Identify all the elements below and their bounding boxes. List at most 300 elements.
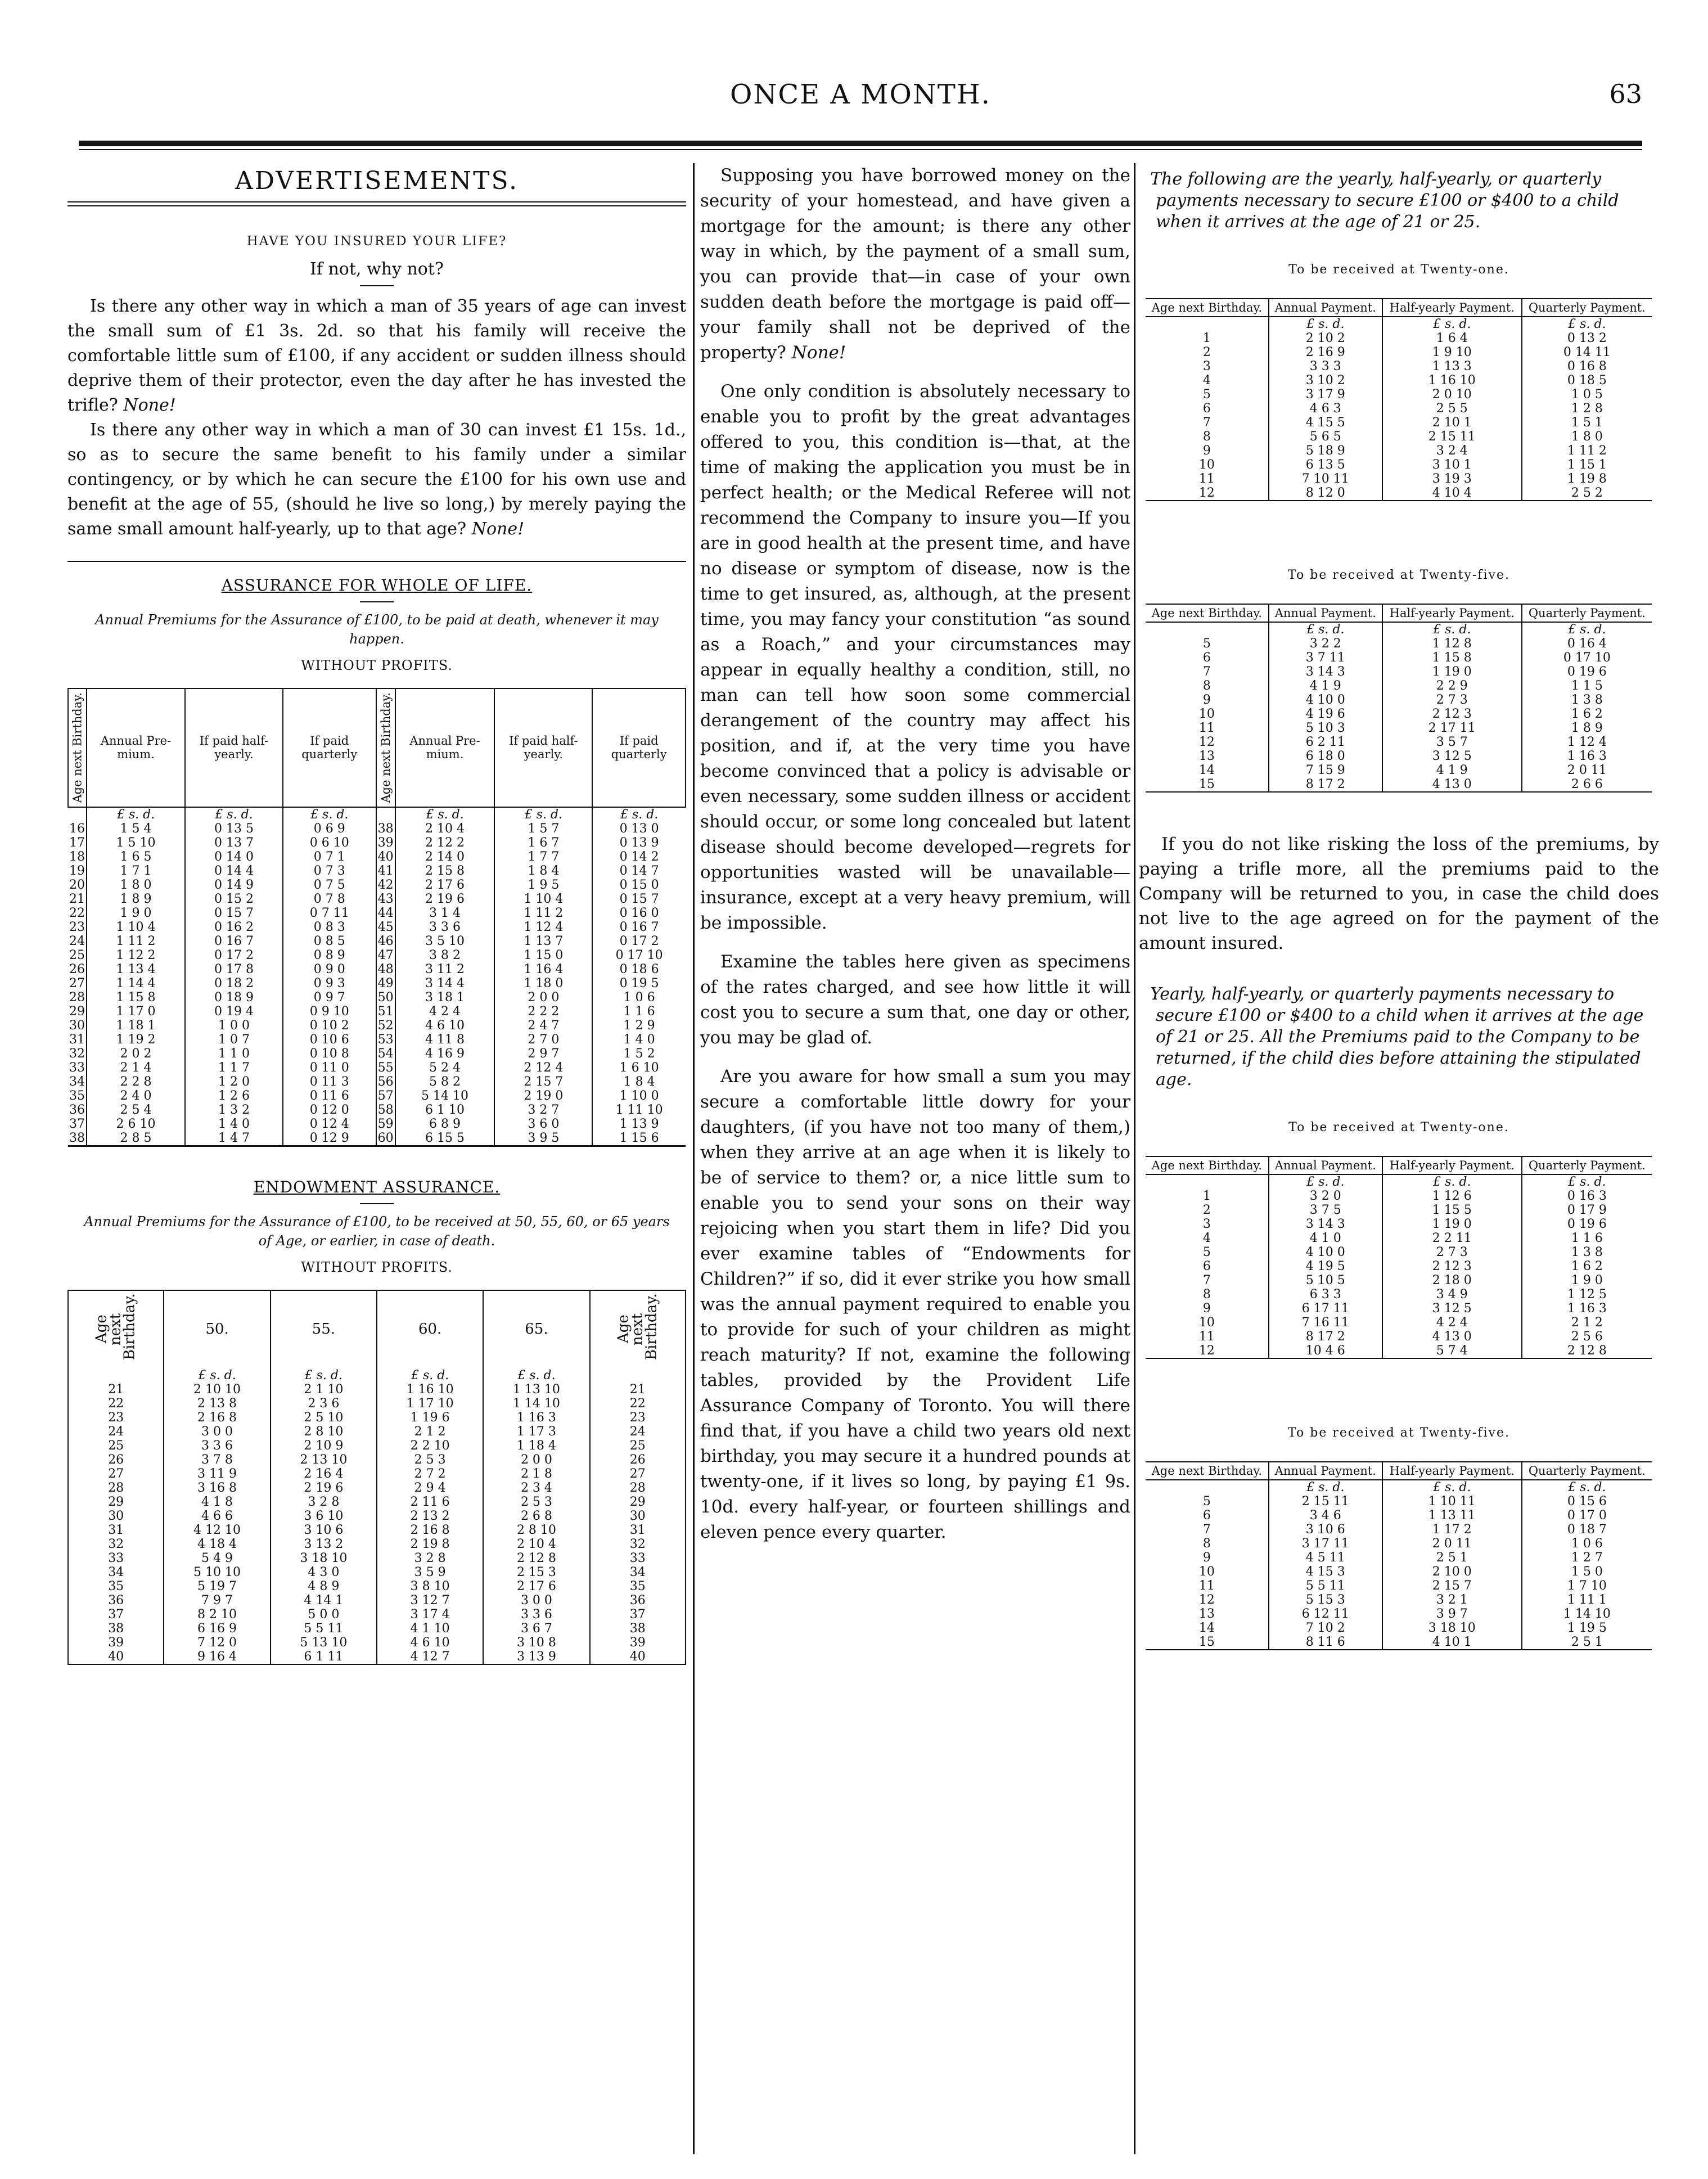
table-cell: 1 6 7: [494, 836, 592, 850]
table-cell: 3 12 7: [377, 1593, 483, 1608]
units-row: [1146, 622, 1652, 637]
table-row: [1146, 1565, 1652, 1579]
table-row: [68, 1089, 686, 1103]
table-cell: 1 16 3: [483, 1411, 589, 1425]
table-header: If paid quarterly: [283, 688, 376, 807]
table-row: [1146, 1273, 1652, 1287]
units-row: [1146, 1480, 1652, 1494]
table-cell: 1 1 0: [185, 1047, 283, 1061]
table-cell: 1 8 9: [1522, 721, 1652, 735]
table-cell: 0 9 7: [283, 991, 376, 1005]
table-row: [1146, 707, 1652, 721]
table-cell: 19: [69, 863, 85, 878]
units-cell: [1146, 1480, 1269, 1494]
table-cell: 2 11 6: [377, 1495, 483, 1509]
table-cell: 1 13 3: [1382, 359, 1522, 373]
table-row: [68, 1061, 686, 1075]
table-header: Annual Payment.: [1269, 604, 1382, 622]
table-cell: 0 19 6: [1522, 665, 1652, 679]
table-cell: 2 16 4: [271, 1467, 377, 1481]
table-row: [1146, 665, 1652, 679]
table-cell: 8: [1202, 1537, 1211, 1551]
table-cell: 4 6 10: [377, 1636, 483, 1650]
table-cell: 0 16 7: [185, 934, 283, 948]
table-cell: 5 10 5: [1269, 1273, 1382, 1287]
table-cell: 3 5 9: [377, 1565, 483, 1579]
table-cell: 4 6 10: [395, 1019, 495, 1033]
table-header: 65.: [483, 1290, 589, 1368]
table-cell: 1 13 4: [87, 962, 185, 976]
table-cell: 2: [1202, 345, 1211, 359]
table-row: [1146, 486, 1652, 501]
table-cell: 2 19 6: [271, 1481, 377, 1495]
header-rule: [79, 141, 1642, 146]
table-cell: 3 7 8: [164, 1453, 270, 1467]
table-cell: 1 13 11: [1382, 1509, 1522, 1523]
table-cell: 1 8 0: [87, 878, 185, 892]
table-cell: 1 13 7: [494, 934, 592, 948]
table-cell: 2 10 4: [395, 822, 495, 836]
table-cell: 2 0 0: [483, 1453, 589, 1467]
advertisements-heading: ADVERTISEMENTS.: [235, 166, 519, 195]
table-cell: 2 5 1: [1522, 1635, 1652, 1650]
table-cell: 12: [1198, 486, 1215, 500]
table-cell: 6: [1202, 1509, 1211, 1523]
table-cell: 0 17 2: [185, 948, 283, 962]
table-cell: 3 10 6: [1269, 1523, 1382, 1537]
table-row: [68, 1425, 686, 1439]
table-cell: 2 5 2: [1522, 486, 1652, 501]
table-cell: 3 2 1: [1382, 1593, 1522, 1607]
table-cell: 4 10 0: [1269, 693, 1382, 707]
table-cell: 1 6 2: [1522, 707, 1652, 721]
table-cell: 1 13 10: [483, 1383, 589, 1397]
table-cell: 10: [1198, 1565, 1215, 1579]
table-cell: 2 19 0: [494, 1089, 592, 1103]
table-cell: 2 1 8: [483, 1467, 589, 1481]
table-cell: 51: [376, 1005, 395, 1019]
table-row: [68, 1019, 686, 1033]
table-cell: 27: [68, 1467, 164, 1481]
table-cell: 3 17 9: [1269, 388, 1382, 402]
table-row: [68, 1047, 686, 1061]
table-cell: 43: [376, 892, 395, 906]
units-cell: £ s. d.: [395, 807, 495, 822]
table-cell: 2 6 8: [483, 1509, 589, 1523]
table-cell: 58: [376, 1103, 395, 1117]
table-cell: 6 18 0: [1269, 749, 1382, 763]
table-cell: 2 5 4: [87, 1103, 185, 1117]
table-cell: 1 0 6: [592, 991, 686, 1005]
table-cell: 0 15 7: [185, 906, 283, 920]
table-cell: 14: [1198, 1621, 1215, 1635]
table-cell: 1 12 6: [1382, 1189, 1522, 1203]
table-cell: 2 10 10: [164, 1383, 270, 1397]
mid-paragraph-4: Are you aware for how small a sum you may secure a comfortable little dowry for your daughters, (if you have not too many of them,) when they arrive at an age when it is likely to be of service to them? or, a nice little sum to enable you to send your sons on their way rejoicing when you start them in life? Did you ever examine tables of “Endowments for Children?” if so, did it ever strike you how small was the annual payment required to enable you to provide for such of your children as might reach maturity? If not, examine the following tables, provided by the Provident Life Assurance Company of Toronto. You will there find that, if you have a child two years old next birthday, you may secure it a hundred pounds at twenty-one, if it lives so long, by paying £1 9s. 10d. every half-year, or fourteen shillings and eleven pence every quarter.: [700, 1066, 1130, 1542]
table-cell: 10 4 6: [1269, 1344, 1382, 1358]
table-cell: 1 0 7: [185, 1033, 283, 1047]
table-cell: 1 4 0: [185, 1117, 283, 1131]
table-cell: 29: [68, 1495, 164, 1509]
header-rule-thin: [79, 149, 1642, 150]
table-row: [1146, 1316, 1652, 1330]
table-cell: 8: [1202, 430, 1211, 444]
table-cell: 30: [68, 1509, 164, 1523]
table-cell: 2 2 8: [87, 1075, 185, 1089]
table-cell: 3 3 6: [164, 1439, 270, 1453]
table-cell: 3 7 11: [1269, 651, 1382, 665]
table-cell: 3 13 2: [271, 1537, 377, 1551]
table-cell: 1 3 8: [1522, 1245, 1652, 1259]
table-cell: 1 9 0: [87, 906, 185, 920]
table-cell: 3 10 2: [1269, 373, 1382, 388]
table-cell: 1 19 5: [1522, 1621, 1652, 1635]
units-row: [1146, 1174, 1652, 1189]
table-cell: 4 14 1: [271, 1593, 377, 1608]
table-row: [68, 878, 686, 892]
table-cell: 1 12 8: [1382, 637, 1522, 651]
table-cell: 1 0 5: [1522, 388, 1652, 402]
table-cell: 4 13 0: [1382, 777, 1522, 792]
table-cell: 28: [590, 1481, 686, 1495]
units-cell: £ s. d.: [377, 1368, 483, 1383]
table-cell: 2 5 5: [1382, 402, 1522, 416]
table-cell: 1 2 0: [185, 1075, 283, 1089]
table-cell: 2 10 4: [483, 1537, 589, 1551]
table-cell: 4 1 0: [1269, 1231, 1382, 1245]
table-cell: 0 18 6: [592, 962, 686, 976]
table-cell: 36: [590, 1593, 686, 1608]
table-header: Annual Payment.: [1269, 299, 1382, 317]
table-cell: 0 16 4: [1522, 637, 1652, 651]
table-cell: 6 13 5: [1269, 458, 1382, 472]
table-cell: 1 5 10: [87, 836, 185, 850]
table-cell: 3 3 3: [1269, 359, 1382, 373]
table-cell: 59: [376, 1117, 395, 1131]
table-cell: 6 8 9: [395, 1117, 495, 1131]
table-cell: 4 8 9: [271, 1579, 377, 1593]
table-cell: 1 3 8: [1522, 693, 1652, 707]
table-cell: 1: [1202, 1189, 1211, 1203]
table-cell: 2 0 10: [1382, 388, 1522, 402]
table-row: [1146, 679, 1652, 693]
table-cell: 8 17 2: [1269, 777, 1382, 792]
double-rule: [67, 201, 686, 206]
table-row: [1146, 777, 1652, 792]
table-cell: 33: [590, 1551, 686, 1565]
table-row: [68, 892, 686, 906]
table-cell: 2 16 9: [1269, 345, 1382, 359]
table-cell: 55: [376, 1061, 395, 1075]
table-cell: 2 17 11: [1382, 721, 1522, 735]
table-cell: 40: [376, 850, 395, 864]
table-row: [68, 1411, 686, 1425]
table-cell: 2 12 3: [1382, 1259, 1522, 1273]
table-cell: 5 8 2: [395, 1075, 495, 1089]
table-row: [1146, 1537, 1652, 1551]
table-cell: 6 16 9: [164, 1622, 270, 1636]
table-cell: 21: [68, 1383, 164, 1397]
table-cell: 2 15 7: [1382, 1579, 1522, 1593]
endowment-caption: Annual Premiums for the Assurance of £100, to be received at 50, 55, 60, or 65 years of Age, or earlier, in case of death.: [84, 1213, 670, 1249]
table-cell: 0 14 0: [185, 850, 283, 864]
table-cell: 38: [376, 822, 395, 836]
table-cell: 40: [590, 1650, 686, 1664]
table-cell: 9: [1202, 693, 1211, 707]
mid-paragraph-3: Examine the tables here given as specimens of the rates charged, and see how little it will cost you to secure a sum that, one day or other, you may be glad of.: [700, 952, 1130, 1048]
table-cell: 4 18 4: [164, 1537, 270, 1551]
whole-life-table: [67, 688, 686, 1147]
table-cell: 2 15 11: [1269, 1494, 1382, 1509]
table-cell: 0 8 5: [283, 934, 376, 948]
table-cell: 0 17 2: [592, 934, 686, 948]
table-cell: 24: [590, 1425, 686, 1439]
table-row: [68, 906, 686, 920]
column-divider-right: [1134, 163, 1135, 2154]
table-row: [1146, 1330, 1652, 1344]
table-cell: 0 11 0: [283, 1061, 376, 1075]
table-cell: 1 19 6: [377, 1411, 483, 1425]
units-cell: [1146, 1174, 1269, 1189]
table-cell: 2 19 8: [377, 1537, 483, 1551]
table-cell: 5 14 10: [395, 1089, 495, 1103]
table-cell: 0 16 7: [592, 920, 686, 934]
units-cell: £ s. d.: [283, 807, 376, 822]
table-cell: 0 16 0: [592, 906, 686, 920]
table-row: [1146, 1217, 1652, 1231]
table-cell: 4 6 3: [1269, 402, 1382, 416]
table-cell: 3 12 5: [1382, 1302, 1522, 1316]
table-header: 55.: [271, 1290, 377, 1368]
units-cell: [68, 807, 87, 822]
table-cell: 3 6 7: [483, 1622, 589, 1636]
table-cell: 1 19 0: [1382, 1217, 1522, 1231]
units-cell: £ s. d.: [1522, 1174, 1652, 1189]
table-cell: 3 6 10: [271, 1509, 377, 1523]
table-cell: 5: [1202, 1494, 1211, 1509]
table-row: [68, 1439, 686, 1453]
table3-title: To be received at Twenty-one.: [1288, 1120, 1509, 1134]
table-header: 60.: [377, 1290, 483, 1368]
table-cell: 24: [69, 934, 85, 948]
table-cell: 13: [1198, 749, 1215, 763]
table-row: [68, 1636, 686, 1650]
return-premiums-note: If you do not like risking the loss of the premiums, by paying a trifle more, all the premiums paid to the Company will be returned to you, in case the child does not live to the age agreed on for the payment of the amount insured.: [1139, 834, 1659, 953]
table-row: [68, 1467, 686, 1481]
table-cell: 38: [590, 1622, 686, 1636]
table-cell: 2 12 3: [1382, 707, 1522, 721]
table-row: [1146, 458, 1652, 472]
table-cell: 35: [68, 1579, 164, 1593]
table-cell: 0 7 1: [283, 850, 376, 864]
table-cell: 11: [1198, 721, 1215, 735]
table-row: [68, 1650, 686, 1664]
table-cell: 3 10 6: [271, 1523, 377, 1537]
table-cell: 4 11 8: [395, 1033, 495, 1047]
table-cell: 54: [376, 1047, 395, 1061]
mid-paragraph-2: One only condition is absolutely necessary to enable you to profit by the great advantages offered to you, this condition is—that, at the time of making the application you must be in perfect health; or the Medical Referee will not recommend the Company to insure you—If you are in good health at the present time, and have no disease or symptom of disease, now is the time to get insured, as, although, at the present time, you may fancy your constitution “as sound as a Roach,” and your circumstances may appear in equally healthy a condition, still, no man can tell how soon some commercial derangement of the country may affect his position, and if, at the very time you have become convinced that a policy is advisable or even necessary, some sudden illness or accident should occur, or some long concealed but latent disease should become developed—regrets for opportunities wasted will be unavailable—insurance, except at a very heavy premium, will be impossible.: [700, 381, 1130, 933]
table-cell: 1 6 2: [1522, 1259, 1652, 1273]
table-cell: 56: [376, 1075, 395, 1089]
table-cell: 2 8 10: [271, 1425, 377, 1439]
table-cell: 1 15 6: [592, 1131, 686, 1146]
table-cell: 1 8 4: [592, 1075, 686, 1089]
table-cell: 2 1 4: [87, 1061, 185, 1075]
table-cell: 2 8 10: [483, 1523, 589, 1537]
table-cell: 1 12 2: [87, 948, 185, 962]
table-row: [68, 1509, 686, 1523]
table-row: [1146, 651, 1652, 665]
table-cell: 4 1 8: [164, 1495, 270, 1509]
table-cell: 2 9 7: [494, 1047, 592, 1061]
table-cell: 37: [69, 1116, 85, 1131]
table-cell: 1 5 0: [1522, 1565, 1652, 1579]
table-cell: 2: [1202, 1203, 1211, 1217]
table-row: [1146, 1302, 1652, 1316]
table-cell: 0 12 4: [283, 1117, 376, 1131]
table-cell: 4 5 11: [1269, 1551, 1382, 1565]
table-cell: 2 1 2: [1522, 1316, 1652, 1330]
table-header: Quarterly Payment.: [1522, 1156, 1652, 1174]
table-row: [1146, 1494, 1652, 1509]
table-cell: 16: [69, 821, 85, 836]
table-cell: 1 16 10: [1382, 373, 1522, 388]
endowment-profits: WITHOUT PROFITS.: [301, 1259, 453, 1275]
table-cell: 2 5 6: [1522, 1330, 1652, 1344]
table-cell: 46: [376, 934, 395, 948]
table-cell: 1 0 6: [1522, 1537, 1652, 1551]
units-cell: £ s. d.: [1522, 317, 1652, 331]
units-cell: £ s. d.: [271, 1368, 377, 1383]
table-cell: 1 19 0: [1382, 665, 1522, 679]
table-cell: 34: [68, 1565, 164, 1579]
table-cell: 6 1 10: [395, 1103, 495, 1117]
table-cell: 0 18 7: [1522, 1523, 1652, 1537]
table-cell: 30: [590, 1509, 686, 1523]
table-cell: 2 7 3: [1382, 1245, 1522, 1259]
table-cell: 4 16 9: [395, 1047, 495, 1061]
units-cell: £ s. d.: [1522, 1480, 1652, 1494]
table-cell: 60: [376, 1131, 395, 1146]
table-cell: 3 13 9: [483, 1650, 589, 1664]
table-cell: 4 13 0: [1382, 1330, 1522, 1344]
table-cell: 1 7 10: [1522, 1579, 1652, 1593]
whole-life-title: ASSURANCE FOR WHOLE OF LIFE.: [221, 576, 533, 595]
table-cell: 0 17 10: [1522, 651, 1652, 665]
table-cell: 3 18 1: [395, 991, 495, 1005]
table-row: [68, 1481, 686, 1495]
table-row: [1146, 402, 1652, 416]
table-cell: 1 19 2: [87, 1033, 185, 1047]
table-row: [68, 976, 686, 991]
table-cell: 3 3 6: [395, 920, 495, 934]
table-cell: 7 12 0: [164, 1636, 270, 1650]
table-cell: 23: [590, 1411, 686, 1425]
table-cell: 0 14 9: [185, 878, 283, 892]
table-row: [1146, 1621, 1652, 1635]
table-cell: 0 7 3: [283, 864, 376, 878]
table-cell: 30: [69, 1018, 85, 1033]
table-cell: 3 16 8: [164, 1481, 270, 1495]
whole-life-caption: Annual Premiums for the Assurance of £100, to be paid at death, whenever it may happen.: [95, 612, 659, 647]
table-row: [68, 934, 686, 948]
table-cell: 20: [69, 877, 85, 892]
table-cell: 1 2 9: [592, 1019, 686, 1033]
table-cell: 1 4 0: [592, 1033, 686, 1047]
table-cell: 1 11 2: [494, 906, 592, 920]
table-cell: 1 5 1: [1522, 416, 1652, 430]
table-cell: 2 4 7: [494, 1019, 592, 1033]
table-row: [68, 836, 686, 850]
table-cell: 28: [68, 1481, 164, 1495]
table-cell: 2 2 11: [1382, 1231, 1522, 1245]
table-cell: 3 11 2: [395, 962, 495, 976]
table-cell: 4 1 10: [377, 1622, 483, 1636]
table-cell: 1 1 6: [1522, 1231, 1652, 1245]
table-row: [68, 962, 686, 976]
table-cell: 9: [1202, 1551, 1211, 1565]
table-cell: 5 6 5: [1269, 430, 1382, 444]
table-cell: 9: [1202, 1302, 1211, 1316]
table-cell: 3 1 4: [395, 906, 495, 920]
units-cell: £ s. d.: [87, 807, 185, 822]
table-cell: 3 19 3: [1382, 472, 1522, 486]
table-header: Age next Birthday.: [590, 1290, 686, 1368]
table-row: [1146, 1593, 1652, 1607]
table-row: [68, 1383, 686, 1397]
table-cell: 15: [1198, 777, 1215, 791]
table-header: Half-yearly Payment.: [1382, 299, 1522, 317]
table-header: Age next Birthday.: [1146, 299, 1269, 317]
table-cell: 5: [1202, 388, 1211, 402]
table-row: [1146, 763, 1652, 777]
table-cell: 0 10 6: [283, 1033, 376, 1047]
table-cell: 2 10 2: [1269, 331, 1382, 345]
table-cell: 2 16 8: [377, 1523, 483, 1537]
table-row: [1146, 1245, 1652, 1259]
table-cell: 3 12 5: [1382, 749, 1522, 763]
table-cell: 5 7 4: [1382, 1344, 1522, 1358]
table-cell: 6 17 11: [1269, 1302, 1382, 1316]
table-cell: 0 13 9: [592, 836, 686, 850]
table-row: [68, 1131, 686, 1146]
units-cell: £ s. d.: [483, 1368, 589, 1383]
table-row: [1146, 1579, 1652, 1593]
table-cell: 2 5 3: [483, 1495, 589, 1509]
table-row: [68, 1565, 686, 1579]
table-cell: 0 10 8: [283, 1047, 376, 1061]
table-cell: 6 15 5: [395, 1131, 495, 1146]
table-cell: 2 16 8: [164, 1411, 270, 1425]
table1-title: To be received at Twenty-one.: [1288, 263, 1509, 277]
table-header: Annual Payment.: [1269, 1156, 1382, 1174]
table-cell: 23: [69, 920, 85, 934]
table-cell: 4: [1202, 1231, 1211, 1245]
ad-paragraph-2: Is there any other way in which a man of 30 can invest £1 15s. 1d., so as to secure the same benefit to his family under a similar contingency, or by which he can secure the £100 for his own use and benefit at the age of 55, (should he live so long,) by merely paying the same small amount half-yearly, up to that age? None!: [67, 420, 686, 539]
table-cell: 25: [69, 948, 85, 962]
table-row: [1146, 1189, 1652, 1203]
table-cell: 1 10 11: [1382, 1494, 1522, 1509]
table-cell: 1 4 7: [185, 1131, 283, 1146]
table-cell: 52: [376, 1019, 395, 1033]
table-cell: 5 5 11: [1269, 1579, 1382, 1593]
table-cell: 0 9 3: [283, 976, 376, 991]
table-cell: 1 16 4: [494, 962, 592, 976]
table-cell: 3 3 6: [483, 1608, 589, 1622]
table-cell: 0 17 9: [1522, 1203, 1652, 1217]
table-cell: 8: [1202, 679, 1211, 693]
table-cell: 0 13 5: [185, 822, 283, 836]
